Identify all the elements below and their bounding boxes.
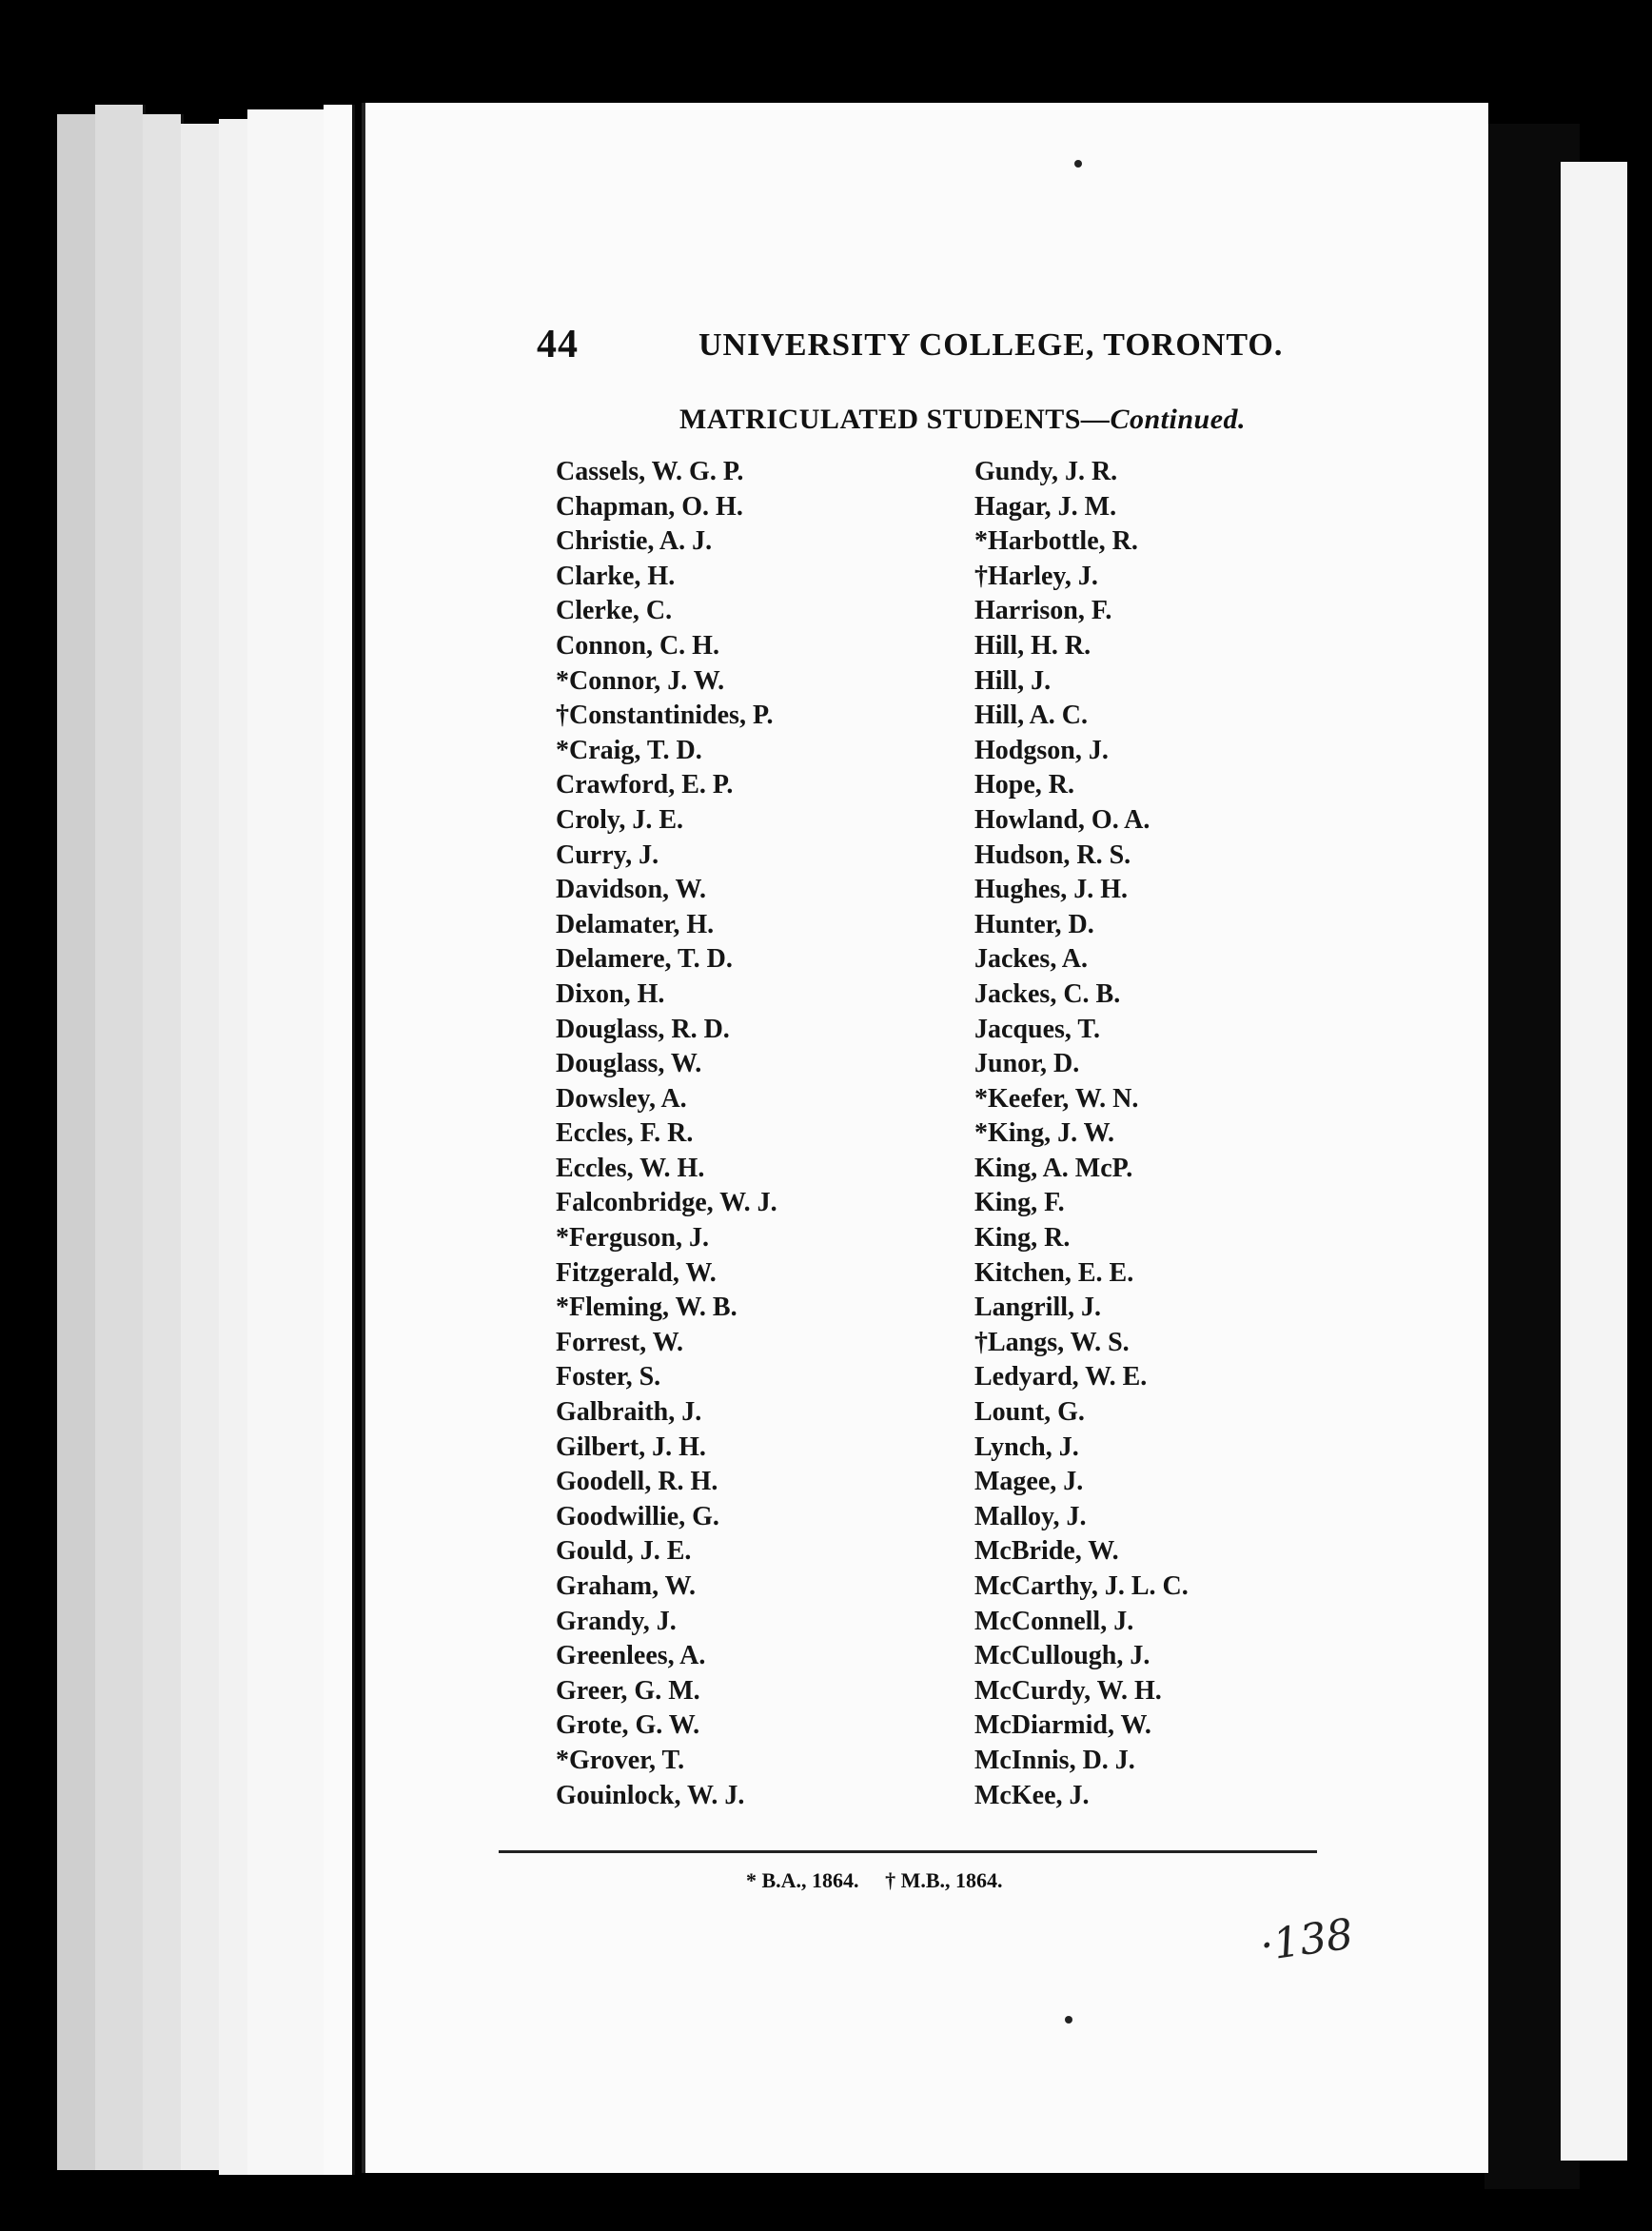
footnote-mb: † M.B., 1864. bbox=[885, 1868, 1003, 1892]
footnote-rule bbox=[499, 1850, 1317, 1853]
student-name: Curry, J. bbox=[556, 839, 659, 870]
student-name: †Langs, W. S. bbox=[974, 1327, 1130, 1357]
student-name: McConnell, J. bbox=[974, 1606, 1134, 1636]
page-edge bbox=[219, 119, 250, 2175]
student-name: Hodgson, J. bbox=[974, 735, 1109, 765]
student-name: Douglass, W. bbox=[556, 1049, 702, 1079]
student-name: Hughes, J. H. bbox=[974, 875, 1129, 905]
student-name: Junor, D. bbox=[974, 1049, 1080, 1079]
student-name: Fitzgerald, W. bbox=[556, 1257, 717, 1288]
student-list-right bbox=[974, 455, 1189, 1813]
student-name: Langrill, J. bbox=[974, 1293, 1102, 1323]
student-name: Delamere, T. D. bbox=[556, 944, 733, 975]
page-edge bbox=[247, 109, 326, 2175]
student-name: Gouinlock, W. J. bbox=[556, 1780, 745, 1810]
student-name: *King, J. W. bbox=[974, 1118, 1115, 1149]
student-name: Hagar, J. M. bbox=[974, 491, 1117, 522]
student-name: Lount, G. bbox=[974, 1397, 1085, 1428]
ink-speck bbox=[1074, 160, 1082, 168]
student-name: *Keefer, W. N. bbox=[974, 1083, 1139, 1114]
student-name: Hope, R. bbox=[974, 770, 1074, 800]
student-name: Ledyard, W. E. bbox=[974, 1362, 1148, 1392]
section-heading bbox=[679, 404, 1246, 436]
student-name: Greenlees, A. bbox=[556, 1641, 706, 1671]
section-title: MATRICULATED STUDENTS bbox=[679, 404, 1081, 435]
student-name: Hill, A. C. bbox=[974, 701, 1089, 731]
student-name: †Constantinides, P. bbox=[556, 701, 774, 731]
student-name: Harrison, F. bbox=[974, 596, 1112, 626]
student-name: Dowsley, A. bbox=[556, 1083, 687, 1114]
page-edge bbox=[143, 114, 184, 2170]
student-name: McDiarmid, W. bbox=[974, 1710, 1151, 1741]
student-name: Malloy, J. bbox=[974, 1501, 1087, 1531]
student-name: Hunter, D. bbox=[974, 909, 1094, 939]
student-name: Goodell, R. H. bbox=[556, 1467, 718, 1497]
page-edge bbox=[57, 114, 98, 2170]
student-name: McCurdy, W. H. bbox=[974, 1675, 1162, 1706]
student-name: Jackes, A. bbox=[974, 944, 1088, 975]
student-name: Gould, J. E. bbox=[556, 1536, 692, 1567]
student-name: Dixon, H. bbox=[556, 978, 665, 1009]
student-name: Galbraith, J. bbox=[556, 1397, 702, 1428]
student-name: Crawford, E. P. bbox=[556, 770, 734, 800]
student-name: Cassels, W. G. P. bbox=[556, 457, 744, 486]
footnote-ba: * B.A., 1864. bbox=[746, 1868, 859, 1892]
student-name: *Harbottle, R. bbox=[974, 526, 1138, 557]
student-name: Hudson, R. S. bbox=[974, 839, 1131, 870]
handwritten-note: ·138 bbox=[1256, 1909, 1357, 1971]
student-name: Jacques, T. bbox=[974, 1014, 1100, 1044]
student-name: Lynch, J. bbox=[974, 1431, 1079, 1462]
student-name: King, A. McP. bbox=[974, 1153, 1133, 1183]
section-continued: —Continued. bbox=[1080, 404, 1247, 435]
student-name: Graham, W. bbox=[556, 1571, 697, 1601]
student-name: *Connor, J. W. bbox=[556, 665, 725, 696]
student-name: King, F. bbox=[974, 1188, 1065, 1218]
student-name: Goodwillie, G. bbox=[556, 1501, 719, 1531]
student-name: Clerke, C. bbox=[556, 596, 673, 626]
student-name: Jackes, C. B. bbox=[974, 978, 1121, 1009]
footnotes bbox=[746, 1868, 1024, 1893]
student-name: Gilbert, J. H. bbox=[556, 1431, 706, 1462]
student-name: Magee, J. bbox=[974, 1467, 1084, 1497]
running-title: UNIVERSITY COLLEGE, TORONTO. bbox=[698, 327, 1284, 363]
student-name: Falconbridge, W. J. bbox=[556, 1188, 777, 1218]
student-name: *Ferguson, J. bbox=[556, 1223, 709, 1254]
student-name: Gundy, J. R. bbox=[974, 457, 1118, 486]
student-name: McBride, W. bbox=[974, 1536, 1119, 1567]
student-name: Eccles, F. R. bbox=[556, 1118, 694, 1149]
facing-page-edge bbox=[1561, 162, 1627, 2161]
student-name: Christie, A. J. bbox=[556, 526, 713, 557]
page-edge bbox=[324, 105, 355, 2175]
student-name: Foster, S. bbox=[556, 1362, 661, 1392]
student-name: Grote, G. W. bbox=[556, 1710, 700, 1741]
student-name: King, R. bbox=[974, 1223, 1071, 1254]
student-name: Eccles, W. H. bbox=[556, 1153, 705, 1183]
student-name: McKee, J. bbox=[974, 1780, 1090, 1810]
student-name: Kitchen, E. E. bbox=[974, 1257, 1134, 1288]
student-name: Greer, G. M. bbox=[556, 1675, 700, 1706]
student-name: Hill, J. bbox=[974, 665, 1052, 696]
student-name: *Craig, T. D. bbox=[556, 735, 702, 765]
student-name: Forrest, W. bbox=[556, 1327, 684, 1357]
student-name: McCarthy, J. L. C. bbox=[974, 1571, 1189, 1601]
student-name: Clarke, H. bbox=[556, 561, 676, 591]
student-name: *Grover, T. bbox=[556, 1745, 685, 1775]
student-name: Howland, O. A. bbox=[974, 804, 1150, 835]
student-name: Croly, J. E. bbox=[556, 804, 684, 835]
student-name: †Harley, J. bbox=[974, 561, 1098, 591]
student-name: McInnis, D. J. bbox=[974, 1745, 1135, 1775]
student-name: Connon, C. H. bbox=[556, 630, 719, 661]
student-name: Grandy, J. bbox=[556, 1606, 677, 1636]
student-list-left bbox=[556, 455, 777, 1813]
ink-speck bbox=[1065, 2016, 1072, 2024]
student-name: Davidson, W. bbox=[556, 875, 706, 905]
student-name: McCullough, J. bbox=[974, 1641, 1150, 1671]
student-name: Hill, H. R. bbox=[974, 630, 1092, 661]
student-name: Chapman, O. H. bbox=[556, 491, 743, 522]
student-name: Delamater, H. bbox=[556, 909, 715, 939]
page-number: 44 bbox=[537, 323, 579, 366]
student-name: *Fleming, W. B. bbox=[556, 1293, 738, 1323]
student-name: Douglass, R. D. bbox=[556, 1014, 730, 1044]
page-edge bbox=[181, 124, 222, 2170]
page-edge bbox=[95, 105, 146, 2170]
book-page bbox=[362, 103, 1488, 2173]
